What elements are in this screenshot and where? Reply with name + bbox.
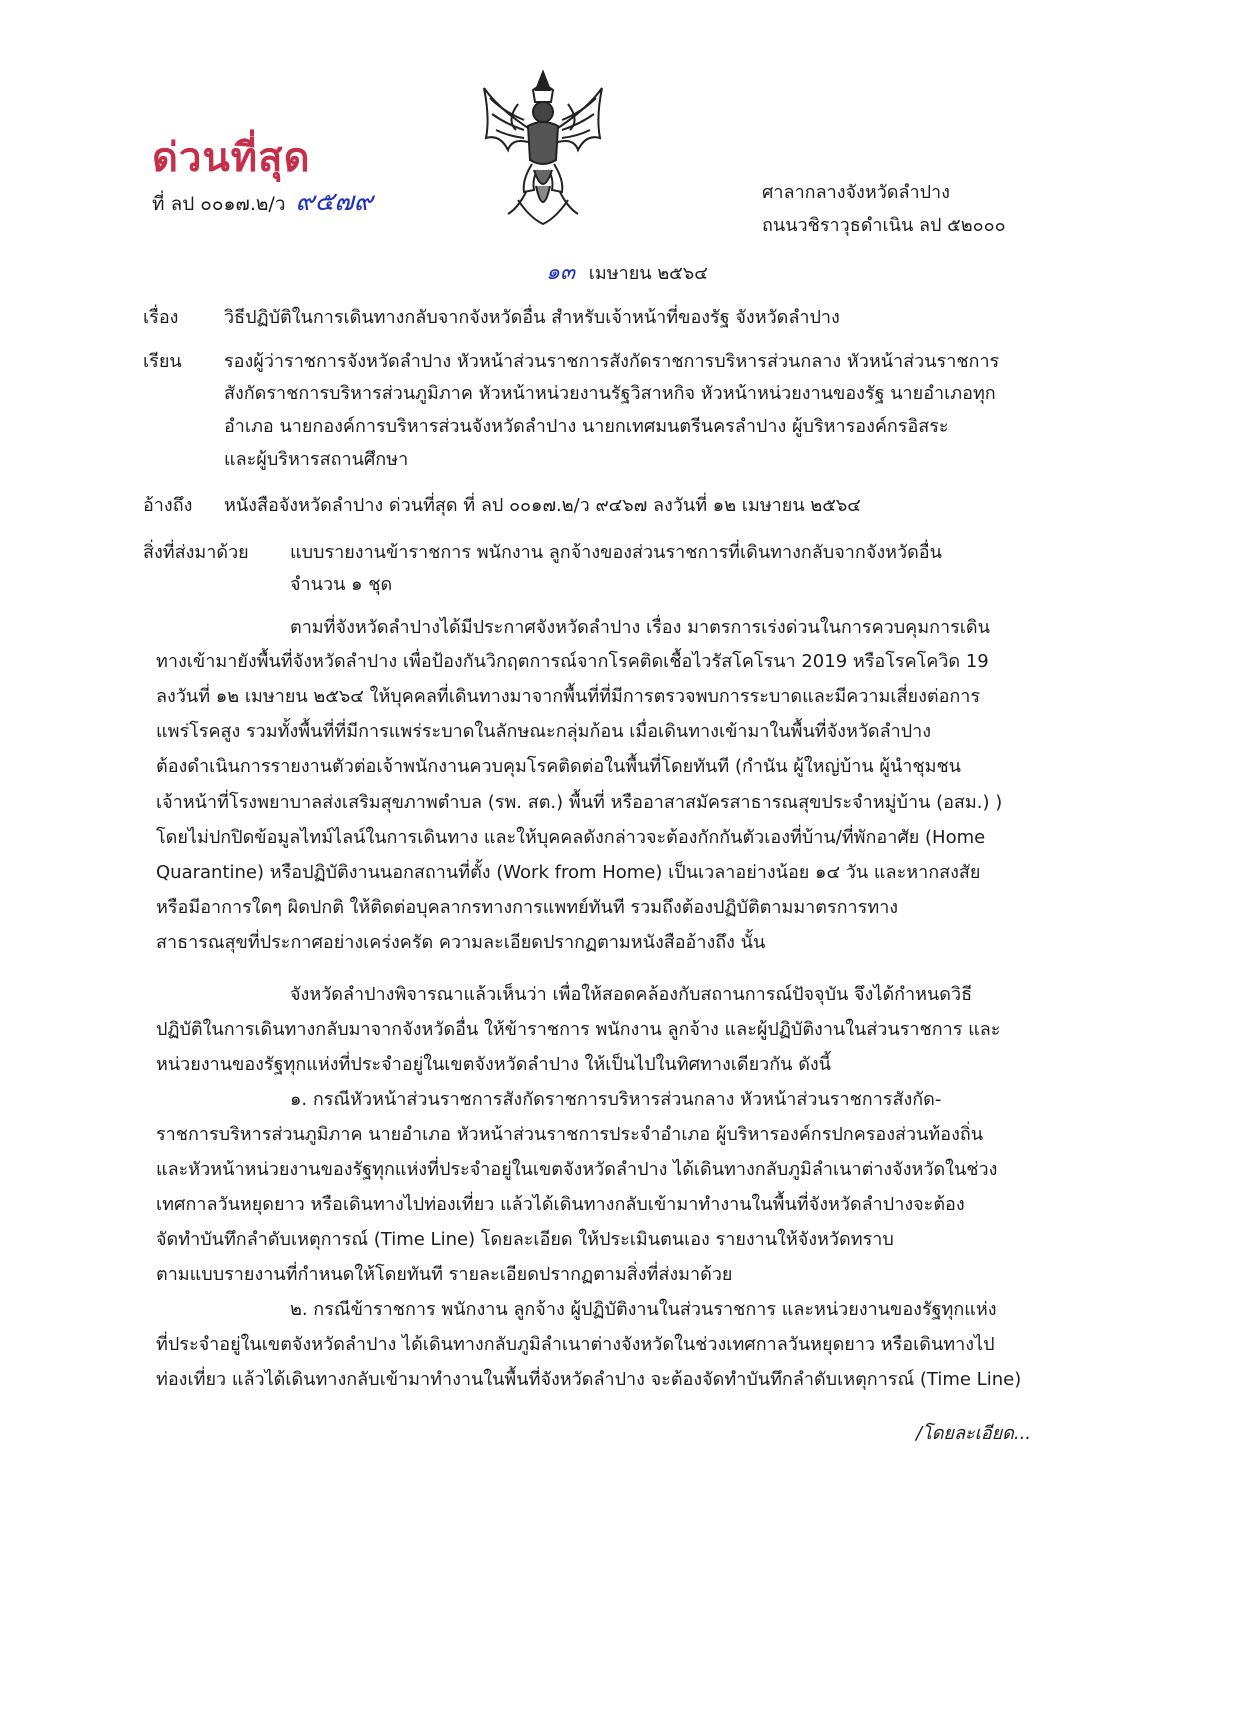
recipient-line: รองผู้ว่าราชการจังหวัดลำปาง หัวหน้าส่วนราชการสังกัดราชการบริหารส่วนกลาง หัวหน้าส่วนราชการ [224, 351, 1000, 372]
enclosure-label: สิ่งที่ส่งมาด้วย [143, 542, 249, 563]
subject-label: เรื่อง [143, 307, 179, 328]
office-address-line1: ศาลากลางจังหวัดลำปาง [762, 182, 950, 203]
enclosure-line: จำนวน ๑ ชุด [290, 574, 393, 595]
body-line: ๑. กรณีหัวหน้าส่วนราชการสังกัดราชการบริหารส่วนกลาง หัวหน้าส่วนราชการสังกัด- [290, 1089, 942, 1110]
recipient-line: และผู้บริหารสถานศึกษา [224, 449, 409, 470]
body-line: แพร่โรคสูง รวมทั้งพื้นที่ที่มีการแพร่ระบาดในลักษณะกลุ่มก้อน เมื่อเดินทางเข้ามาในพื้นที่จังหวัดลำปาง [156, 721, 932, 742]
body-line: ทางเข้ามายังพื้นที่จังหวัดลำปาง เพื่อป้องกันวิกฤตการณ์จากโรคติดเชื้อไวรัสโคโรนา 2019 หรือโรคโควิด 19 [156, 651, 989, 672]
body-line: ๒. กรณีข้าราชการ พนักงาน ลูกจ้าง ผู้ปฏิบัติงานในส่วนราชการ และหน่วยงานของรัฐทุกแห่ง [290, 1299, 997, 1320]
subject-text: วิธีปฏิบัติในการเดินทางกลับจากจังหวัดอื่น สำหรับเจ้าหน้าที่ของรัฐ จังหวัดลำปาง [224, 307, 840, 328]
body-line: จัดทำบันทึกลำดับเหตุการณ์ (Time Line) โดยละเอียด ให้ประเมินตนเอง รายงานให้จังหวัดทราบ [156, 1229, 894, 1250]
reference-label: อ้างถึง [143, 495, 193, 516]
body-line: และหัวหน้าหน่วยงานของรัฐทุกแห่งที่ประจำอยู่ในเขตจังหวัดลำปาง ได้เดินทางกลับภูมิลำเนาต่างจังหวัดในช่วง [156, 1159, 998, 1180]
date-day-handwritten: ๑๓ [546, 260, 576, 285]
body-line: จังหวัดลำปางพิจารณาแล้วเห็นว่า เพื่อให้สอดคล้องกับสถานการณ์ปัจจุบัน จึงได้กำหนดวิธี [290, 984, 973, 1005]
date-month-year: เมษายน ๒๕๖๔ [588, 263, 708, 284]
body-line: ต้องดำเนินการรายงานตัวต่อเจ้าพนักงานควบคุมโรคติดต่อในพื้นที่โดยทันที (กำนัน ผู้ใหญ่บ้าน ผู้นำชุมชน [156, 756, 961, 777]
garuda-emblem-icon [478, 68, 608, 228]
body-line: ตามแบบรายงานที่กำหนดให้โดยทันที รายละเอียดปรากฏตามสิ่งที่ส่งมาด้วย [156, 1264, 733, 1285]
body-line: ที่ประจำอยู่ในเขตจังหวัดลำปาง ได้เดินทางกลับภูมิลำเนาต่างจังหวัดในช่วงเทศกาลวันหยุดยาว หรือเดินทางไป [156, 1334, 995, 1355]
body-line: เจ้าหน้าที่โรงพยาบาลส่งเสริมสุขภาพตำบล (รพ. สต.) พื้นที่ หรืออาสาสมัครสาธารณสุขประจำหมู่บ้าน (อสม.) ) [156, 792, 1003, 813]
urgency-stamp: ด่วนที่สุด [152, 135, 311, 181]
body-line: สาธารณสุขที่ประกาศอย่างเคร่งครัด ความละเอียดปรากฏตามหนังสืออ้างถึง นั้น [156, 932, 766, 953]
body-line: Quarantine) หรือปฏิบัติงานนอกสถานที่ตั้ง (Work from Home) เป็นเวลาอย่างน้อย ๑๔ วัน และหากสงสัย [156, 862, 981, 883]
recipient-label: เรียน [143, 351, 182, 372]
enclosure-line: แบบรายงานข้าราชการ พนักงาน ลูกจ้างของส่วนราชการที่เดินทางกลับจากจังหวัดอื่น [290, 542, 942, 563]
recipient-line: อำเภอ นายกองค์การบริหารส่วนจังหวัดลำปาง นายกเทศมนตรีนครลำปาง ผู้บริหารองค์กรอิสระ [224, 416, 949, 437]
body-line: ลงวันที่ ๑๒ เมษายน ๒๕๖๔ ให้บุคคลที่เดินทางมาจากพื้นที่ที่มีการตรวจพบการระบาดและมีความเสี่ยงต่อการ [156, 686, 981, 707]
body-line: เทศกาลวันหยุดยาว หรือเดินทางไปท่องเที่ยว แล้วได้เดินทางกลับเข้ามาทำงานในพื้นที่จังหวัดลำปางจะต้อง [156, 1194, 965, 1215]
office-address-line2: ถนนวชิราวุธดำเนิน ลป ๕๒๐๐๐ [762, 215, 1006, 236]
body-line: ตามที่จังหวัดลำปางได้มีประกาศจังหวัดลำปาง เรื่อง มาตรการเร่งด่วนในการควบคุมการเดิน [290, 617, 990, 638]
reference-number [152, 181, 373, 222]
body-line: ปฏิบัติในการเดินทางกลับมาจากจังหวัดอื่น ให้ข้าราชการ พนักงาน ลูกจ้าง และผู้ปฏิบัติงานในส่วนราชการ และ [156, 1019, 1001, 1040]
body-line: ท่องเที่ยว แล้วได้เดินทางกลับเข้ามาทำงานในพื้นที่จังหวัดลำปาง จะต้องจัดทำบันทึกลำดับเหตุการณ์ (Time Line) [156, 1369, 1022, 1390]
continuation-marker: /โดยละเอียด... [916, 1423, 1032, 1444]
ref-prefix: ที่ ลป ๐๐๑๗.๒/ว [152, 193, 286, 215]
recipient-line: สังกัดราชการบริหารส่วนภูมิภาค หัวหน้าหน่วยงานรัฐวิสาหกิจ หัวหน้าหน่วยงานของรัฐ นายอำเภอทุก [224, 383, 996, 404]
body-line: หน่วยงานของรัฐทุกแห่งที่ประจำอยู่ในเขตจังหวัดลำปาง ให้เป็นไปในทิศทางเดียวกัน ดังนี้ [156, 1054, 831, 1075]
body-line: โดยไม่ปกปิดข้อมูลไทม์ไลน์ในการเดินทาง และให้บุคคลดังกล่าวจะต้องกักกันตัวเองที่บ้าน/ที่พักอาศัย (Home [156, 827, 986, 848]
body-line: หรือมีอาการใดๆ ผิดปกติ ให้ติดต่อบุคลากรทางการแพทย์ทันที รวมถึงต้องปฏิบัติตามมาตรการทาง [156, 897, 899, 918]
ref-number-handwritten: ๙๕๗๙ [295, 187, 373, 217]
body-line: ราชการบริหารส่วนภูมิภาค นายอำเภอ หัวหน้าส่วนราชการประจำอำเภอ ผู้บริหารองค์กรปกครองส่วนท้องถิ่น [156, 1124, 984, 1145]
document-date [546, 262, 708, 285]
reference-text: หนังสือจังหวัดลำปาง ด่วนที่สุด ที่ ลป ๐๐๑๗.๒/ว ๙๔๖๗ ลงวันที่ ๑๒ เมษายน ๒๕๖๔ [224, 495, 861, 516]
